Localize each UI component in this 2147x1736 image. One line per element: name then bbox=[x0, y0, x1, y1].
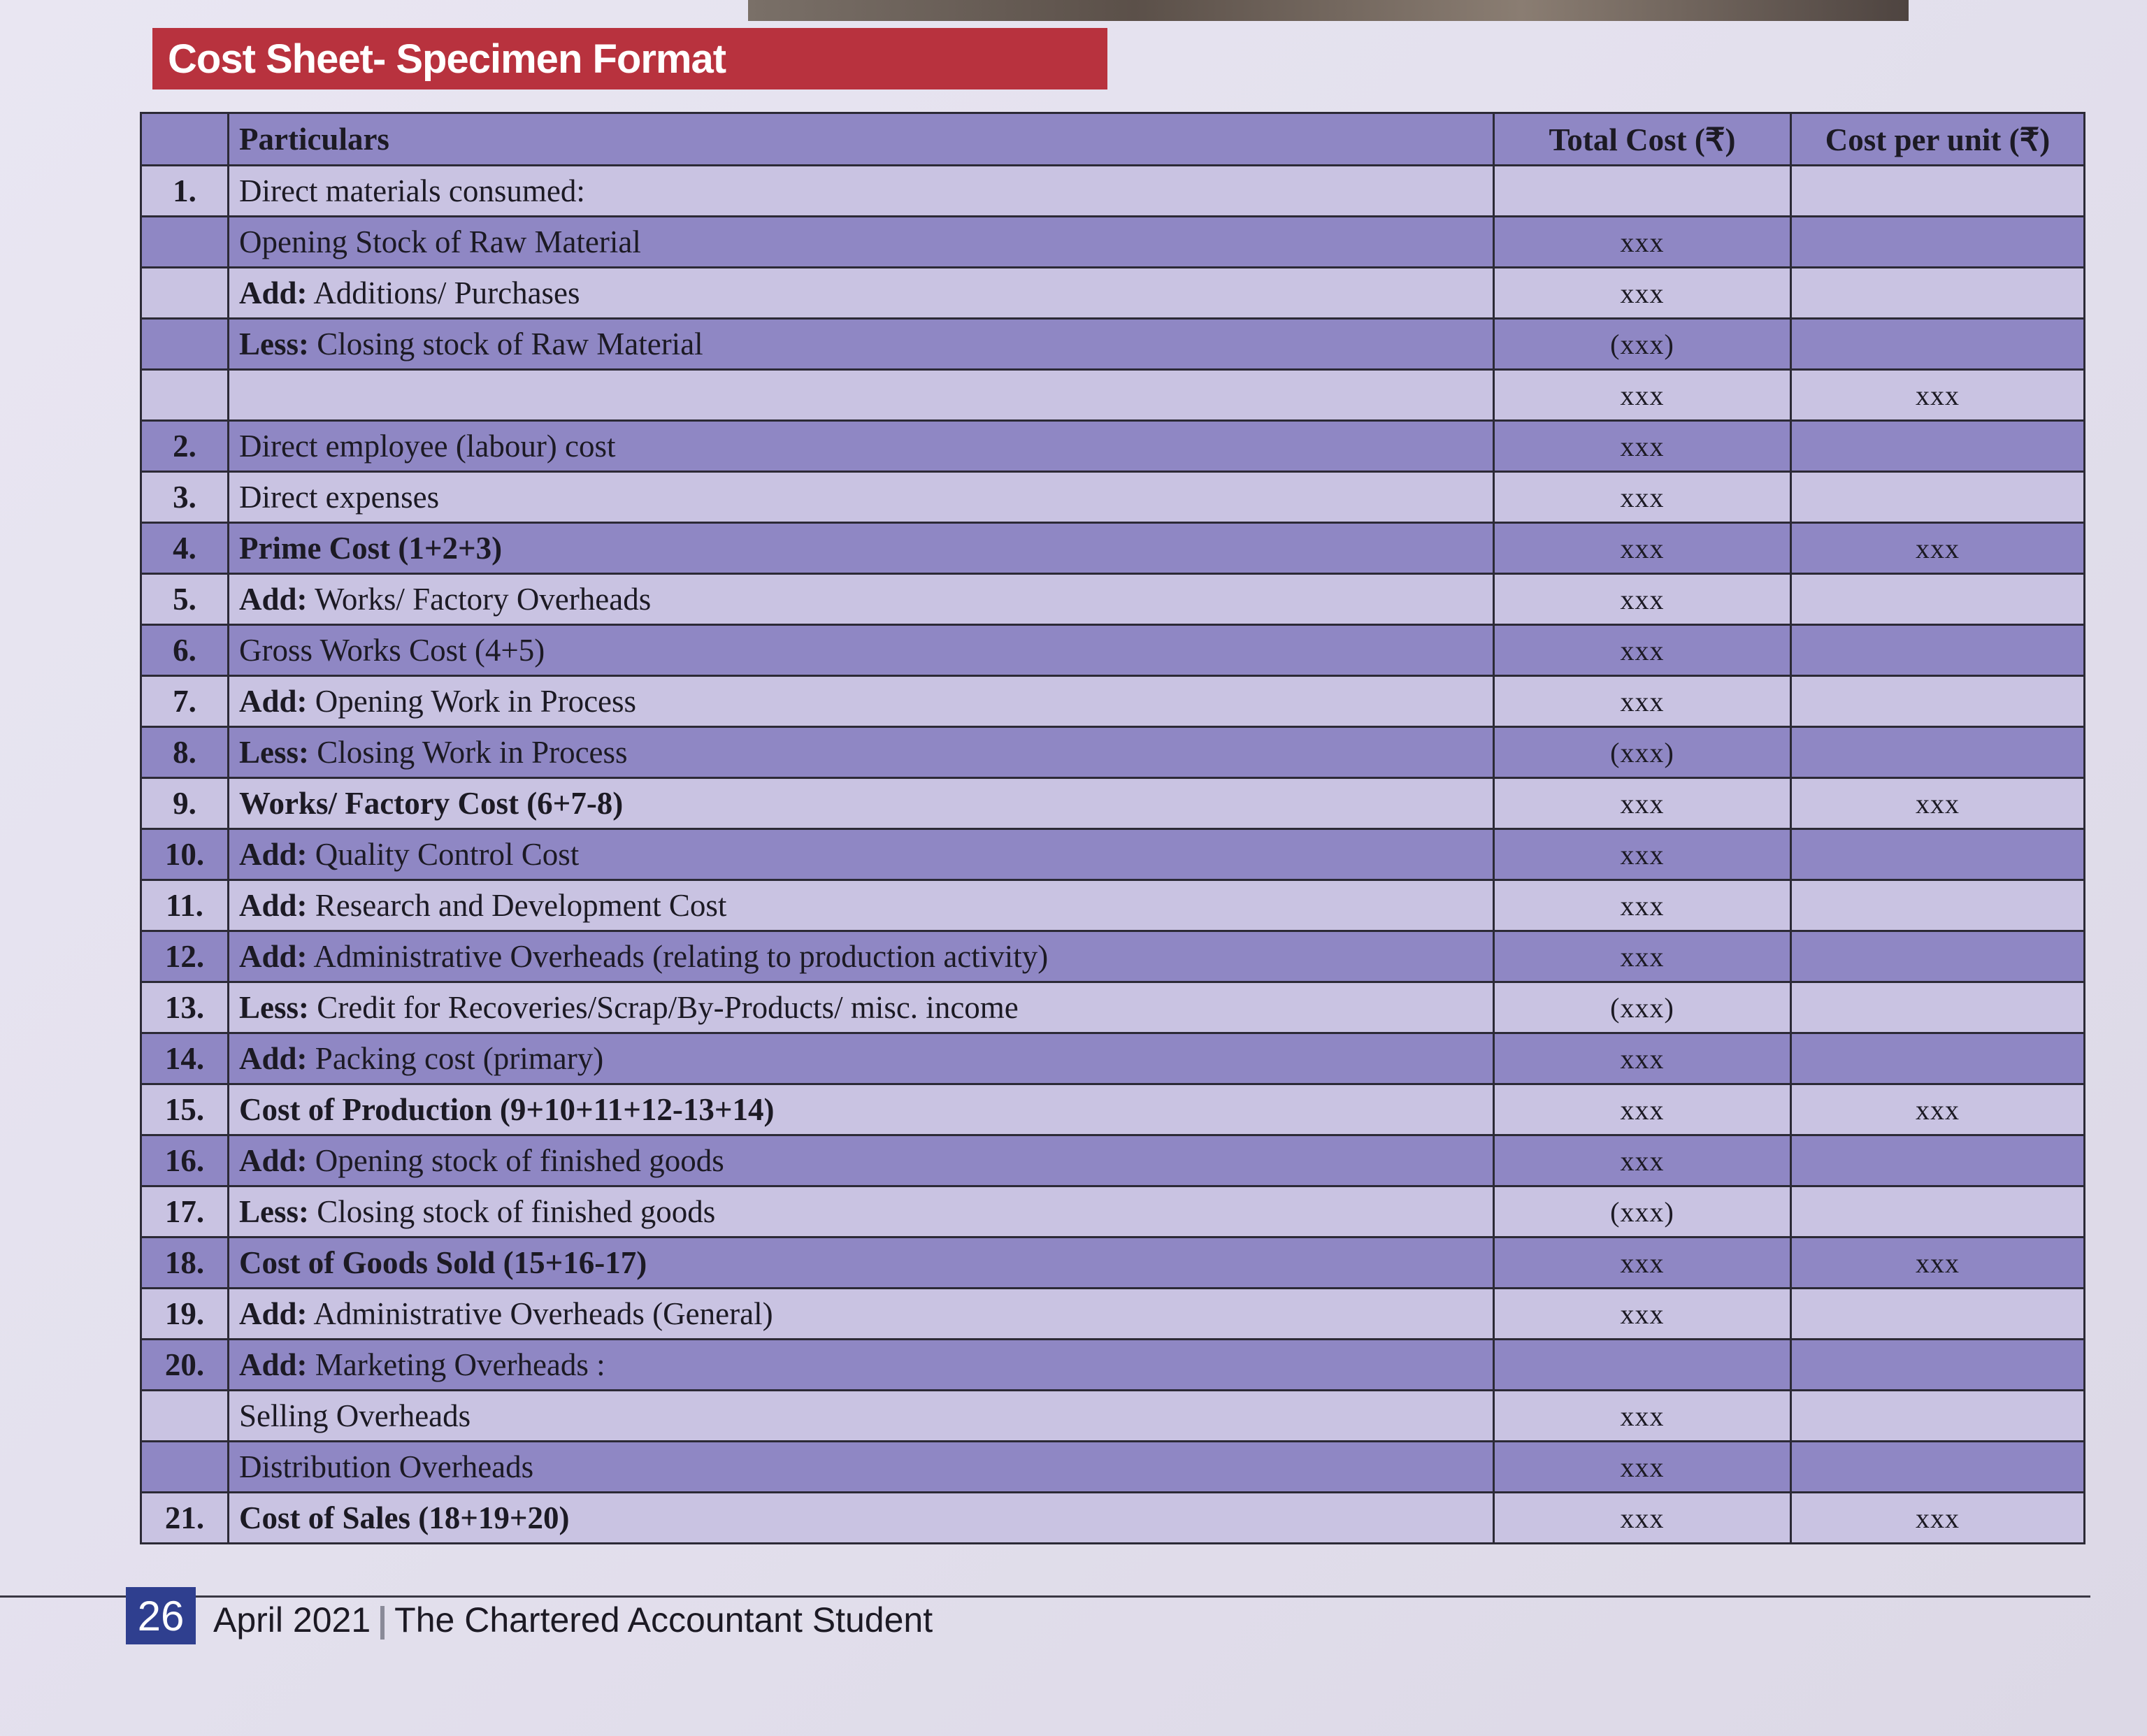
row-cost-per-unit bbox=[1791, 1340, 2085, 1391]
row-particular bbox=[229, 268, 1494, 319]
row-prefix: Add: bbox=[239, 888, 308, 923]
table-row bbox=[141, 523, 2085, 574]
row-cost-per-unit: xxx bbox=[1791, 1238, 2085, 1289]
row-label: Opening stock of finished goods bbox=[307, 1143, 724, 1178]
row-particular bbox=[229, 982, 1494, 1033]
row-prefix: Add: bbox=[239, 582, 308, 617]
row-label: Opening Work in Process bbox=[307, 684, 637, 719]
row-total-cost: xxx bbox=[1494, 1493, 1791, 1544]
row-total-cost: xxx bbox=[1494, 217, 1791, 268]
row-prefix: Add: bbox=[239, 837, 308, 872]
row-number: 12. bbox=[141, 931, 229, 982]
row-particular bbox=[229, 829, 1494, 880]
row-label: Opening Stock of Raw Material bbox=[239, 224, 641, 259]
row-number: 4. bbox=[141, 523, 229, 574]
row-prefix: Less: bbox=[239, 327, 309, 361]
row-particular bbox=[229, 1289, 1494, 1340]
section-title-banner bbox=[152, 28, 1107, 89]
row-label: Additions/ Purchases bbox=[307, 275, 580, 310]
row-label: Credit for Recoveries/Scrap/By-Products/ misc. income bbox=[309, 990, 1019, 1025]
row-number: 16. bbox=[141, 1135, 229, 1186]
row-particular bbox=[229, 574, 1494, 625]
header-number bbox=[141, 113, 229, 166]
row-number bbox=[141, 370, 229, 421]
row-number: 21. bbox=[141, 1493, 229, 1544]
row-label: Research and Development Cost bbox=[307, 888, 727, 923]
row-number: 8. bbox=[141, 727, 229, 778]
row-total-cost: (xxx) bbox=[1494, 982, 1791, 1033]
table-row bbox=[141, 625, 2085, 676]
row-particular bbox=[229, 319, 1494, 370]
row-label: Works/ Factory Cost (6+7-8) bbox=[239, 786, 624, 821]
row-particular bbox=[229, 1493, 1494, 1544]
row-cost-per-unit bbox=[1791, 268, 2085, 319]
row-number: 11. bbox=[141, 880, 229, 931]
row-cost-per-unit bbox=[1791, 319, 2085, 370]
page-title: Cost Sheet- Specimen Format bbox=[168, 36, 726, 82]
row-label: Prime Cost (1+2+3) bbox=[239, 531, 503, 566]
row-prefix: Add: bbox=[239, 1041, 308, 1076]
table-row bbox=[141, 727, 2085, 778]
row-label: Direct materials consumed: bbox=[239, 173, 585, 208]
row-cost-per-unit bbox=[1791, 880, 2085, 931]
row-total-cost: xxx bbox=[1494, 523, 1791, 574]
table-row bbox=[141, 574, 2085, 625]
row-number: 6. bbox=[141, 625, 229, 676]
row-label: Administrative Overheads (relating to production activity) bbox=[307, 939, 1049, 974]
row-number: 3. bbox=[141, 472, 229, 523]
row-number: 14. bbox=[141, 1033, 229, 1084]
row-total-cost: xxx bbox=[1494, 1391, 1791, 1442]
header-particulars: Particulars bbox=[229, 113, 1494, 166]
row-particular bbox=[229, 1340, 1494, 1391]
row-total-cost: xxx bbox=[1494, 625, 1791, 676]
row-total-cost: xxx bbox=[1494, 1135, 1791, 1186]
row-prefix: Less: bbox=[239, 1194, 309, 1229]
row-total-cost: xxx bbox=[1494, 472, 1791, 523]
row-total-cost bbox=[1494, 166, 1791, 217]
row-particular bbox=[229, 166, 1494, 217]
row-particular bbox=[229, 880, 1494, 931]
table-row bbox=[141, 1135, 2085, 1186]
row-cost-per-unit: xxx bbox=[1791, 370, 2085, 421]
row-number bbox=[141, 217, 229, 268]
table-header-row bbox=[141, 113, 2085, 166]
table-row bbox=[141, 1442, 2085, 1493]
footer-rule bbox=[0, 1595, 2090, 1598]
row-cost-per-unit bbox=[1791, 982, 2085, 1033]
row-prefix: Add: bbox=[239, 684, 308, 719]
row-cost-per-unit bbox=[1791, 931, 2085, 982]
table-row bbox=[141, 1084, 2085, 1135]
row-total-cost: xxx bbox=[1494, 880, 1791, 931]
table-row bbox=[141, 370, 2085, 421]
row-cost-per-unit bbox=[1791, 217, 2085, 268]
row-cost-per-unit bbox=[1791, 472, 2085, 523]
row-number: 2. bbox=[141, 421, 229, 472]
row-total-cost: xxx bbox=[1494, 1289, 1791, 1340]
table-row bbox=[141, 1493, 2085, 1544]
table-row bbox=[141, 1340, 2085, 1391]
row-number bbox=[141, 1442, 229, 1493]
row-total-cost: xxx bbox=[1494, 676, 1791, 727]
table-row bbox=[141, 421, 2085, 472]
row-cost-per-unit bbox=[1791, 1135, 2085, 1186]
row-label: Marketing Overheads : bbox=[307, 1347, 605, 1382]
row-label: Direct employee (labour) cost bbox=[239, 429, 616, 464]
footer-publication: The Chartered Accountant Student bbox=[394, 1600, 933, 1640]
row-prefix: Add: bbox=[239, 939, 308, 974]
row-prefix: Add: bbox=[239, 1143, 308, 1178]
row-particular bbox=[229, 1442, 1494, 1493]
row-label: Cost of Goods Sold (15+16-17) bbox=[239, 1245, 647, 1280]
table-row bbox=[141, 1391, 2085, 1442]
row-particular bbox=[229, 1238, 1494, 1289]
header-total-cost: Total Cost (₹) bbox=[1494, 113, 1791, 166]
row-cost-per-unit: xxx bbox=[1791, 1493, 2085, 1544]
row-number: 7. bbox=[141, 676, 229, 727]
row-label: Direct expenses bbox=[239, 480, 440, 515]
row-total-cost: xxx bbox=[1494, 1084, 1791, 1135]
photo-edge-strip bbox=[748, 0, 1909, 21]
row-number: 5. bbox=[141, 574, 229, 625]
header-cost-per-unit: Cost per unit (₹) bbox=[1791, 113, 2085, 166]
table-row bbox=[141, 268, 2085, 319]
row-label: Packing cost (primary) bbox=[307, 1041, 604, 1076]
row-label: Works/ Factory Overheads bbox=[307, 582, 652, 617]
table-row bbox=[141, 829, 2085, 880]
row-label: Closing stock of Raw Material bbox=[309, 327, 703, 361]
row-number: 1. bbox=[141, 166, 229, 217]
table-row bbox=[141, 166, 2085, 217]
table-row bbox=[141, 880, 2085, 931]
row-cost-per-unit bbox=[1791, 829, 2085, 880]
page-number-box bbox=[126, 1587, 196, 1644]
row-total-cost: (xxx) bbox=[1494, 319, 1791, 370]
table-row bbox=[141, 1186, 2085, 1238]
table-row bbox=[141, 1033, 2085, 1084]
row-label: Cost of Production (9+10+11+12-13+14) bbox=[239, 1092, 775, 1127]
row-number: 18. bbox=[141, 1238, 229, 1289]
row-cost-per-unit: xxx bbox=[1791, 778, 2085, 829]
row-total-cost: xxx bbox=[1494, 829, 1791, 880]
row-particular bbox=[229, 778, 1494, 829]
footer-separator bbox=[380, 1606, 385, 1640]
row-total-cost: (xxx) bbox=[1494, 727, 1791, 778]
row-label: Quality Control Cost bbox=[307, 837, 580, 872]
row-particular bbox=[229, 523, 1494, 574]
row-number bbox=[141, 1391, 229, 1442]
row-number bbox=[141, 319, 229, 370]
row-total-cost: xxx bbox=[1494, 268, 1791, 319]
row-particular bbox=[229, 727, 1494, 778]
row-cost-per-unit bbox=[1791, 166, 2085, 217]
row-cost-per-unit bbox=[1791, 625, 2085, 676]
row-cost-per-unit: xxx bbox=[1791, 523, 2085, 574]
row-particular bbox=[229, 931, 1494, 982]
row-particular bbox=[229, 676, 1494, 727]
row-number: 17. bbox=[141, 1186, 229, 1238]
row-cost-per-unit bbox=[1791, 1289, 2085, 1340]
table-row bbox=[141, 676, 2085, 727]
row-cost-per-unit bbox=[1791, 1442, 2085, 1493]
table-row bbox=[141, 319, 2085, 370]
row-cost-per-unit bbox=[1791, 1391, 2085, 1442]
row-particular bbox=[229, 421, 1494, 472]
row-particular bbox=[229, 625, 1494, 676]
table-row bbox=[141, 472, 2085, 523]
row-cost-per-unit bbox=[1791, 421, 2085, 472]
row-total-cost bbox=[1494, 1340, 1791, 1391]
footer-issue: April 2021 bbox=[213, 1600, 371, 1640]
row-label: Distribution Overheads bbox=[239, 1449, 534, 1484]
row-prefix: Less: bbox=[239, 735, 309, 770]
cost-sheet-table bbox=[140, 112, 2085, 1544]
row-total-cost: xxx bbox=[1494, 1033, 1791, 1084]
row-number bbox=[141, 268, 229, 319]
row-number: 19. bbox=[141, 1289, 229, 1340]
row-total-cost: (xxx) bbox=[1494, 1186, 1791, 1238]
row-number: 15. bbox=[141, 1084, 229, 1135]
row-number: 20. bbox=[141, 1340, 229, 1391]
row-label: Administrative Overheads (General) bbox=[307, 1296, 773, 1331]
row-total-cost: xxx bbox=[1494, 1238, 1791, 1289]
row-total-cost: xxx bbox=[1494, 1442, 1791, 1493]
row-total-cost: xxx bbox=[1494, 370, 1791, 421]
row-prefix: Add: bbox=[239, 1347, 308, 1382]
table-row bbox=[141, 982, 2085, 1033]
row-label: Closing Work in Process bbox=[309, 735, 628, 770]
table-row bbox=[141, 778, 2085, 829]
row-particular bbox=[229, 1084, 1494, 1135]
row-label: Gross Works Cost (4+5) bbox=[239, 633, 545, 668]
row-particular bbox=[229, 217, 1494, 268]
row-label: Closing stock of finished goods bbox=[309, 1194, 716, 1229]
row-number: 13. bbox=[141, 982, 229, 1033]
row-cost-per-unit bbox=[1791, 1186, 2085, 1238]
row-cost-per-unit: xxx bbox=[1791, 1084, 2085, 1135]
row-number: 10. bbox=[141, 829, 229, 880]
footer-credit bbox=[213, 1600, 933, 1640]
row-cost-per-unit bbox=[1791, 1033, 2085, 1084]
row-cost-per-unit bbox=[1791, 574, 2085, 625]
row-particular bbox=[229, 472, 1494, 523]
row-prefix: Add: bbox=[239, 275, 308, 310]
table-row bbox=[141, 931, 2085, 982]
row-particular bbox=[229, 1135, 1494, 1186]
row-cost-per-unit bbox=[1791, 676, 2085, 727]
row-total-cost: xxx bbox=[1494, 574, 1791, 625]
row-label: Selling Overheads bbox=[239, 1398, 471, 1433]
row-cost-per-unit bbox=[1791, 727, 2085, 778]
row-particular bbox=[229, 1391, 1494, 1442]
row-total-cost: xxx bbox=[1494, 931, 1791, 982]
table-row bbox=[141, 217, 2085, 268]
table-row bbox=[141, 1238, 2085, 1289]
row-particular bbox=[229, 370, 1494, 421]
row-particular bbox=[229, 1033, 1494, 1084]
row-prefix: Less: bbox=[239, 990, 309, 1025]
row-particular bbox=[229, 1186, 1494, 1238]
row-total-cost: xxx bbox=[1494, 778, 1791, 829]
table-row bbox=[141, 1289, 2085, 1340]
page-number: 26 bbox=[137, 1592, 185, 1640]
row-total-cost: xxx bbox=[1494, 421, 1791, 472]
row-label: Cost of Sales (18+19+20) bbox=[239, 1500, 570, 1535]
row-prefix: Add: bbox=[239, 1296, 308, 1331]
row-number: 9. bbox=[141, 778, 229, 829]
